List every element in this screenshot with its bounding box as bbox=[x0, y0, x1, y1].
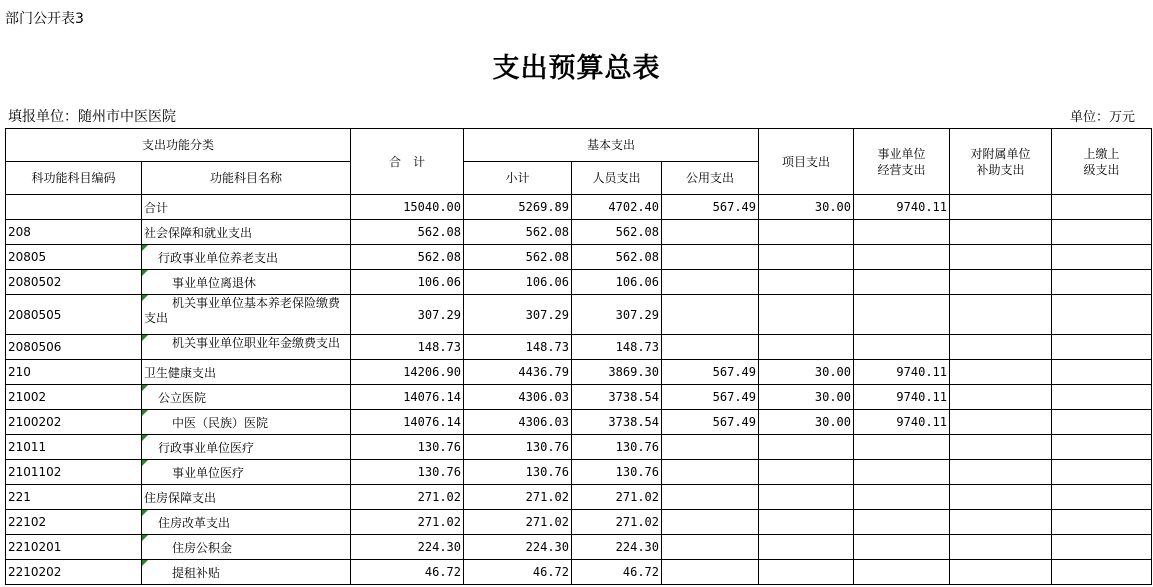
cell-public[interactable] bbox=[662, 220, 759, 245]
cell-project[interactable] bbox=[759, 460, 854, 485]
header-subsidy-line1: 对附属单位 bbox=[970, 146, 1031, 161]
cell-project[interactable] bbox=[759, 510, 854, 535]
cell-name-text: 住房公积金 bbox=[172, 540, 233, 555]
cell-project[interactable]: 30.00 bbox=[759, 360, 854, 385]
cell-project[interactable] bbox=[759, 535, 854, 560]
cell-public[interactable] bbox=[662, 270, 759, 295]
cell-total[interactable]: 14076.14 bbox=[351, 410, 464, 435]
table-row bbox=[6, 245, 1152, 270]
table-row bbox=[6, 360, 1152, 385]
table-row bbox=[6, 485, 1152, 510]
cell-subsidy[interactable] bbox=[950, 195, 1052, 220]
cell-name[interactable] bbox=[142, 195, 351, 220]
page-title: 支出预算总表 bbox=[492, 53, 661, 84]
cell-subsidy[interactable] bbox=[950, 270, 1052, 295]
table-row bbox=[6, 410, 1152, 435]
table-row bbox=[6, 535, 1152, 560]
cell-code[interactable]: 21011 bbox=[6, 435, 142, 460]
cell-name[interactable] bbox=[142, 510, 351, 535]
table-row bbox=[6, 295, 1152, 335]
comment-marker-icon bbox=[142, 385, 148, 391]
cell-public[interactable] bbox=[662, 535, 759, 560]
comment-marker-icon bbox=[142, 560, 148, 566]
cell-subsidy[interactable] bbox=[950, 410, 1052, 435]
cell-name[interactable] bbox=[142, 385, 351, 410]
cell-project[interactable] bbox=[759, 485, 854, 510]
cell-subtotal[interactable]: 4306.03 bbox=[464, 385, 572, 410]
header-total: 合 计 bbox=[351, 129, 464, 195]
cell-business[interactable]: 9740.11 bbox=[854, 195, 950, 220]
cell-total[interactable]: 307.29 bbox=[351, 295, 464, 335]
cell-name-text: 行政事业单位养老支出 bbox=[158, 250, 279, 265]
header-business-line2: 经营支出 bbox=[877, 162, 926, 177]
cell-name-text: 住房保障支出 bbox=[144, 490, 217, 505]
cell-business[interactable]: 9740.11 bbox=[854, 385, 950, 410]
cell-subsidy[interactable] bbox=[950, 435, 1052, 460]
table-row bbox=[6, 560, 1152, 585]
comment-marker-icon bbox=[142, 435, 148, 441]
cell-name-text: 合计 bbox=[144, 200, 169, 215]
header-subtotal: 小计 bbox=[464, 162, 572, 195]
cell-code[interactable]: 210 bbox=[6, 360, 142, 385]
cell-subtotal[interactable]: 224.30 bbox=[464, 535, 572, 560]
cell-code[interactable]: 2210202 bbox=[6, 560, 142, 585]
comment-marker-icon bbox=[142, 270, 148, 276]
table-row bbox=[6, 270, 1152, 295]
cell-total[interactable]: 562.08 bbox=[351, 220, 464, 245]
cell-remit[interactable] bbox=[1052, 245, 1152, 270]
cell-public[interactable]: 567.49 bbox=[662, 195, 759, 220]
cell-subtotal[interactable]: 148.73 bbox=[464, 335, 572, 360]
cell-subtotal[interactable]: 562.08 bbox=[464, 220, 572, 245]
cell-name-text: 住房改革支出 bbox=[158, 515, 231, 530]
cell-total[interactable]: 106.06 bbox=[351, 270, 464, 295]
cell-subtotal[interactable]: 562.08 bbox=[464, 245, 572, 270]
filler-unit-label: 填报单位：随州市中医医院 bbox=[8, 109, 176, 125]
header-business-line1: 事业单位 bbox=[877, 146, 926, 161]
cell-total[interactable]: 224.30 bbox=[351, 535, 464, 560]
cell-subsidy[interactable] bbox=[950, 535, 1052, 560]
cell-personnel[interactable]: 106.06 bbox=[572, 270, 662, 295]
cell-business[interactable] bbox=[854, 270, 950, 295]
table-row bbox=[6, 220, 1152, 245]
cell-subsidy[interactable] bbox=[950, 460, 1052, 485]
cell-business[interactable] bbox=[854, 435, 950, 460]
header-name: 功能科目名称 bbox=[142, 162, 351, 195]
header-category-group: 支出功能分类 bbox=[6, 129, 351, 162]
currency-unit-label: 单位：万元 bbox=[1069, 110, 1135, 125]
cell-remit[interactable] bbox=[1052, 435, 1152, 460]
cell-public[interactable] bbox=[662, 335, 759, 360]
cell-remit[interactable] bbox=[1052, 335, 1152, 360]
cell-subsidy[interactable] bbox=[950, 295, 1052, 335]
cell-personnel[interactable]: 224.30 bbox=[572, 535, 662, 560]
cell-code[interactable]: 2100202 bbox=[6, 410, 142, 435]
cell-public[interactable]: 567.49 bbox=[662, 410, 759, 435]
cell-code[interactable]: 221 bbox=[6, 485, 142, 510]
cell-name[interactable] bbox=[142, 360, 351, 385]
table-row bbox=[6, 510, 1152, 535]
cell-code[interactable]: 2101102 bbox=[6, 460, 142, 485]
cell-total[interactable]: 148.73 bbox=[351, 335, 464, 360]
cell-total[interactable]: 562.08 bbox=[351, 245, 464, 270]
comment-marker-icon bbox=[142, 335, 148, 341]
cell-subsidy[interactable] bbox=[950, 560, 1052, 585]
cell-name[interactable] bbox=[142, 270, 351, 295]
cell-subtotal[interactable]: 130.76 bbox=[464, 460, 572, 485]
cell-public[interactable]: 567.49 bbox=[662, 360, 759, 385]
cell-name[interactable] bbox=[142, 460, 351, 485]
cell-remit[interactable] bbox=[1052, 220, 1152, 245]
cell-personnel[interactable]: 307.29 bbox=[572, 295, 662, 335]
cell-project[interactable]: 30.00 bbox=[759, 195, 854, 220]
cell-remit[interactable] bbox=[1052, 385, 1152, 410]
cell-public[interactable] bbox=[662, 245, 759, 270]
budget-table bbox=[5, 128, 1152, 585]
cell-name-text: 社会保障和就业支出 bbox=[144, 225, 253, 240]
header-personnel: 人员支出 bbox=[572, 162, 662, 195]
cell-project[interactable] bbox=[759, 270, 854, 295]
cell-remit[interactable] bbox=[1052, 295, 1152, 335]
cell-public[interactable] bbox=[662, 435, 759, 460]
cell-total[interactable]: 271.02 bbox=[351, 485, 464, 510]
cell-subtotal[interactable]: 271.02 bbox=[464, 485, 572, 510]
cell-subtotal[interactable]: 271.02 bbox=[464, 510, 572, 535]
cell-code[interactable]: 22102 bbox=[6, 510, 142, 535]
cell-name-text: 公立医院 bbox=[158, 390, 207, 405]
cell-personnel[interactable]: 562.08 bbox=[572, 245, 662, 270]
cell-project[interactable] bbox=[759, 560, 854, 585]
cell-subsidy[interactable] bbox=[950, 510, 1052, 535]
cell-remit[interactable] bbox=[1052, 460, 1152, 485]
cell-business[interactable] bbox=[854, 335, 950, 360]
cell-name[interactable] bbox=[142, 535, 351, 560]
cell-project[interactable] bbox=[759, 245, 854, 270]
cell-remit[interactable] bbox=[1052, 270, 1152, 295]
cell-subsidy[interactable] bbox=[950, 360, 1052, 385]
cell-name[interactable] bbox=[142, 335, 351, 360]
header-remit bbox=[1052, 129, 1152, 195]
cell-business[interactable] bbox=[854, 245, 950, 270]
cell-public[interactable]: 567.49 bbox=[662, 385, 759, 410]
header-business bbox=[854, 129, 950, 195]
cell-total[interactable]: 14206.90 bbox=[351, 360, 464, 385]
cell-remit[interactable] bbox=[1052, 410, 1152, 435]
cell-code[interactable]: 208 bbox=[6, 220, 142, 245]
cell-subtotal[interactable]: 130.76 bbox=[464, 435, 572, 460]
cell-personnel[interactable]: 130.76 bbox=[572, 435, 662, 460]
cell-code[interactable]: 20805 bbox=[6, 245, 142, 270]
cell-name-text: 机关事业单位基本养老保险缴费支出 bbox=[144, 296, 341, 325]
cell-name[interactable] bbox=[142, 410, 351, 435]
cell-subtotal[interactable]: 106.06 bbox=[464, 270, 572, 295]
cell-project[interactable] bbox=[759, 335, 854, 360]
cell-name-text: 提租补贴 bbox=[172, 565, 221, 580]
comment-marker-icon bbox=[142, 245, 148, 251]
header-subsidy bbox=[950, 129, 1052, 195]
table-row bbox=[6, 335, 1152, 360]
cell-subsidy[interactable] bbox=[950, 220, 1052, 245]
cell-business[interactable] bbox=[854, 485, 950, 510]
cell-code[interactable] bbox=[6, 195, 142, 220]
cell-total[interactable]: 130.76 bbox=[351, 435, 464, 460]
cell-total[interactable]: 14076.14 bbox=[351, 385, 464, 410]
table-row bbox=[6, 195, 1152, 220]
table-row bbox=[6, 385, 1152, 410]
cell-public[interactable] bbox=[662, 485, 759, 510]
cell-subtotal[interactable]: 4306.03 bbox=[464, 410, 572, 435]
comment-marker-icon bbox=[142, 295, 148, 301]
header-subsidy-line2: 补助支出 bbox=[976, 162, 1025, 177]
cell-total[interactable]: 130.76 bbox=[351, 460, 464, 485]
cell-project[interactable] bbox=[759, 435, 854, 460]
header-code: 科功能科目编码 bbox=[6, 162, 142, 195]
header-remit-line1: 上缴上 bbox=[1083, 146, 1120, 161]
cell-subtotal[interactable]: 4436.79 bbox=[464, 360, 572, 385]
cell-personnel[interactable]: 271.02 bbox=[572, 510, 662, 535]
cell-name-text: 事业单位离退休 bbox=[172, 275, 257, 290]
cell-name[interactable] bbox=[142, 485, 351, 510]
cell-business[interactable]: 9740.11 bbox=[854, 410, 950, 435]
cell-subsidy[interactable] bbox=[950, 335, 1052, 360]
cell-remit[interactable] bbox=[1052, 195, 1152, 220]
cell-subtotal[interactable]: 307.29 bbox=[464, 295, 572, 335]
cell-total[interactable]: 271.02 bbox=[351, 510, 464, 535]
cell-name[interactable] bbox=[142, 245, 351, 270]
cell-code[interactable]: 2080502 bbox=[6, 270, 142, 295]
cell-subsidy[interactable] bbox=[950, 385, 1052, 410]
cell-personnel[interactable]: 562.08 bbox=[572, 220, 662, 245]
cell-remit[interactable] bbox=[1052, 560, 1152, 585]
header-remit-line2: 级支出 bbox=[1083, 162, 1120, 177]
comment-marker-icon bbox=[142, 535, 148, 541]
cell-name[interactable] bbox=[142, 435, 351, 460]
cell-personnel[interactable]: 271.02 bbox=[572, 485, 662, 510]
cell-public[interactable] bbox=[662, 510, 759, 535]
table-row bbox=[6, 435, 1152, 460]
cell-project[interactable] bbox=[759, 295, 854, 335]
comment-marker-icon bbox=[142, 460, 148, 466]
header-project: 项目支出 bbox=[759, 129, 854, 195]
cell-total[interactable]: 15040.00 bbox=[351, 195, 464, 220]
comment-marker-icon bbox=[142, 510, 148, 516]
comment-marker-icon bbox=[142, 410, 148, 416]
cell-name[interactable] bbox=[142, 220, 351, 245]
cell-subsidy[interactable] bbox=[950, 485, 1052, 510]
cell-name-text: 行政事业单位医疗 bbox=[158, 440, 255, 455]
cell-name-text: 机关事业单位职业年金缴费支出 bbox=[172, 336, 341, 350]
cell-business[interactable] bbox=[854, 295, 950, 335]
cell-business[interactable] bbox=[854, 535, 950, 560]
cell-name-text: 中医（民族）医院 bbox=[172, 415, 269, 430]
cell-project[interactable]: 30.00 bbox=[759, 385, 854, 410]
cell-personnel[interactable]: 4702.40 bbox=[572, 195, 662, 220]
cell-public[interactable] bbox=[662, 560, 759, 585]
cell-remit[interactable] bbox=[1052, 360, 1152, 385]
cell-name[interactable] bbox=[142, 295, 351, 335]
header-basic-group: 基本支出 bbox=[464, 129, 759, 162]
cell-code[interactable]: 2080506 bbox=[6, 335, 142, 360]
cell-personnel[interactable]: 46.72 bbox=[572, 560, 662, 585]
cell-personnel[interactable]: 3738.54 bbox=[572, 410, 662, 435]
cell-name-text: 卫生健康支出 bbox=[144, 365, 217, 380]
table-row bbox=[6, 460, 1152, 485]
cell-business[interactable] bbox=[854, 560, 950, 585]
cell-code[interactable]: 2080505 bbox=[6, 295, 142, 335]
cell-name-text: 事业单位医疗 bbox=[172, 465, 245, 480]
cell-project[interactable]: 30.00 bbox=[759, 410, 854, 435]
cell-code[interactable]: 2210201 bbox=[6, 535, 142, 560]
cell-remit[interactable] bbox=[1052, 485, 1152, 510]
cell-subtotal[interactable]: 46.72 bbox=[464, 560, 572, 585]
cell-total[interactable]: 46.72 bbox=[351, 560, 464, 585]
sheet-corner-label: 部门公开表3 bbox=[5, 11, 84, 27]
cell-personnel[interactable]: 3738.54 bbox=[572, 385, 662, 410]
cell-remit[interactable] bbox=[1052, 535, 1152, 560]
cell-public[interactable] bbox=[662, 295, 759, 335]
cell-subsidy[interactable] bbox=[950, 245, 1052, 270]
cell-remit[interactable] bbox=[1052, 510, 1152, 535]
cell-business[interactable]: 9740.11 bbox=[854, 360, 950, 385]
cell-personnel[interactable]: 130.76 bbox=[572, 460, 662, 485]
cell-business[interactable] bbox=[854, 460, 950, 485]
cell-subtotal[interactable]: 5269.89 bbox=[464, 195, 572, 220]
cell-business[interactable] bbox=[854, 220, 950, 245]
cell-business[interactable] bbox=[854, 510, 950, 535]
cell-code[interactable]: 21002 bbox=[6, 385, 142, 410]
cell-personnel[interactable]: 3869.30 bbox=[572, 360, 662, 385]
header-public: 公用支出 bbox=[662, 162, 759, 195]
cell-public[interactable] bbox=[662, 460, 759, 485]
cell-name[interactable] bbox=[142, 560, 351, 585]
cell-personnel[interactable]: 148.73 bbox=[572, 335, 662, 360]
cell-project[interactable] bbox=[759, 220, 854, 245]
